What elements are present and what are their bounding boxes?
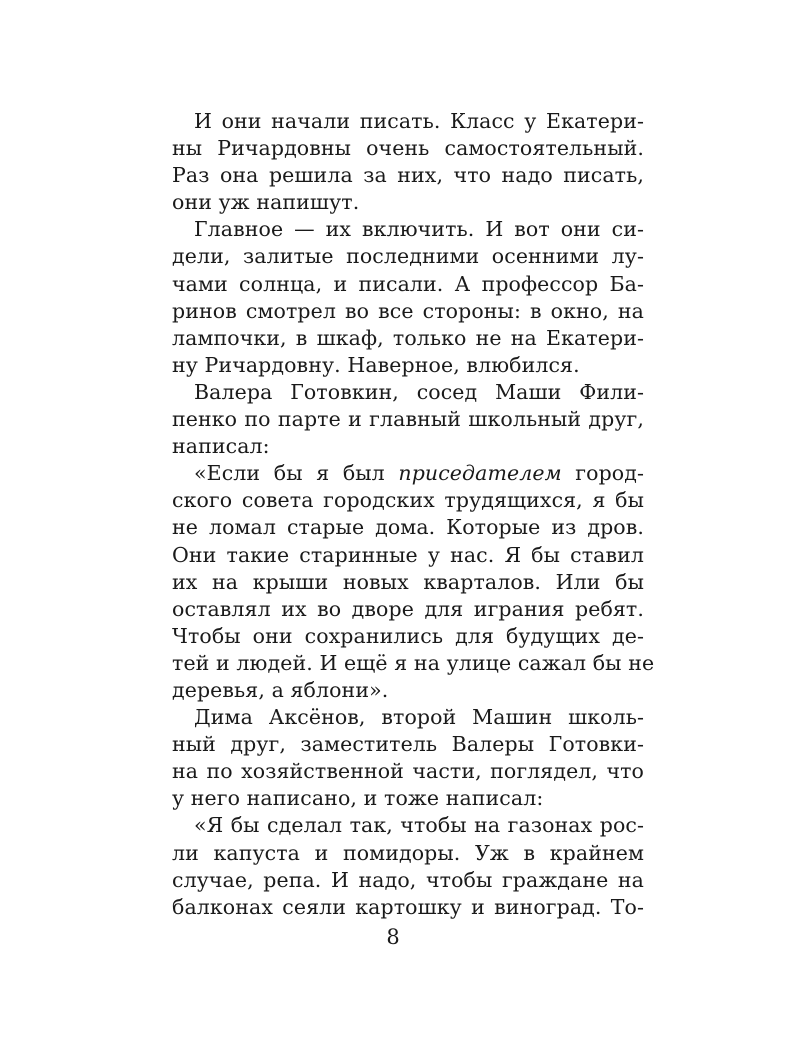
italic-word: приседателем xyxy=(398,461,562,486)
text-line: ского совета городских трудящихся, я бы xyxy=(172,488,644,513)
text-line: лампочки, в шкаф, только не на Екатери- xyxy=(172,325,644,350)
text-line: ринов смотрел во все стороны: в окно, на xyxy=(172,298,644,323)
text-line: написал: xyxy=(172,434,270,459)
text-line: ный друг, заместитель Валеры Готовки- xyxy=(172,732,644,757)
text-line: тей и людей. И ещё я на улице сажал бы не xyxy=(172,650,655,675)
text-line: Чтобы они сохранились для будущих де- xyxy=(172,623,644,648)
text-line: ну Ричардовну. Наверное, влюбился. xyxy=(172,352,580,377)
text-line: Дима Аксёнов, второй Машин школь- xyxy=(194,705,644,730)
text-line: оставлял их во дворе для играния ребят. xyxy=(172,596,644,621)
body-text xyxy=(172,108,655,921)
text-line: ны Ричардовны очень самостоятельный. xyxy=(172,136,644,161)
text-fragment: город- xyxy=(561,461,644,486)
page-number: 8 xyxy=(386,925,400,949)
text-line: у него написано, и тоже написал: xyxy=(172,786,544,811)
text-line: на по хозяйственной части, поглядел, что xyxy=(172,759,644,784)
text-line: дели, залитые последними осенними лу- xyxy=(172,244,644,269)
text-line: пенко по парте и главный школьный друг, xyxy=(172,407,644,432)
text-line: чами солнца, и писали. А профессор Ба- xyxy=(172,271,644,296)
text-line: И они начали писать. Класс у Екатери- xyxy=(194,109,644,133)
text-line: ли капуста и помидоры. Уж в крайнем xyxy=(172,840,644,865)
text-line xyxy=(172,460,644,487)
text-line: Они такие старинные у нас. Я бы ставил xyxy=(172,542,644,567)
text-line: Раз она решила за них, что надо писать, xyxy=(172,163,644,188)
text-line: деревья, а яблони». xyxy=(172,677,389,702)
text-fragment: «Если бы я был xyxy=(194,461,399,486)
text-line: «Я бы сделал так, чтобы на газонах рос- xyxy=(194,813,644,838)
text-line: Главное — их включить. И вот они си- xyxy=(194,217,644,242)
text-line: они уж напишут. xyxy=(172,190,360,215)
text-line: Валера Готовкин, сосед Маши Фили- xyxy=(194,379,644,404)
text-line: их на крыши новых кварталов. Или бы xyxy=(172,569,644,594)
text-line: балконах сеяли картошку и виноград. То- xyxy=(172,894,644,919)
text-line: случае, репа. И надо, чтобы граждане на xyxy=(172,867,644,892)
text-line: не ломал старые дома. Которые из дров. xyxy=(172,515,644,540)
